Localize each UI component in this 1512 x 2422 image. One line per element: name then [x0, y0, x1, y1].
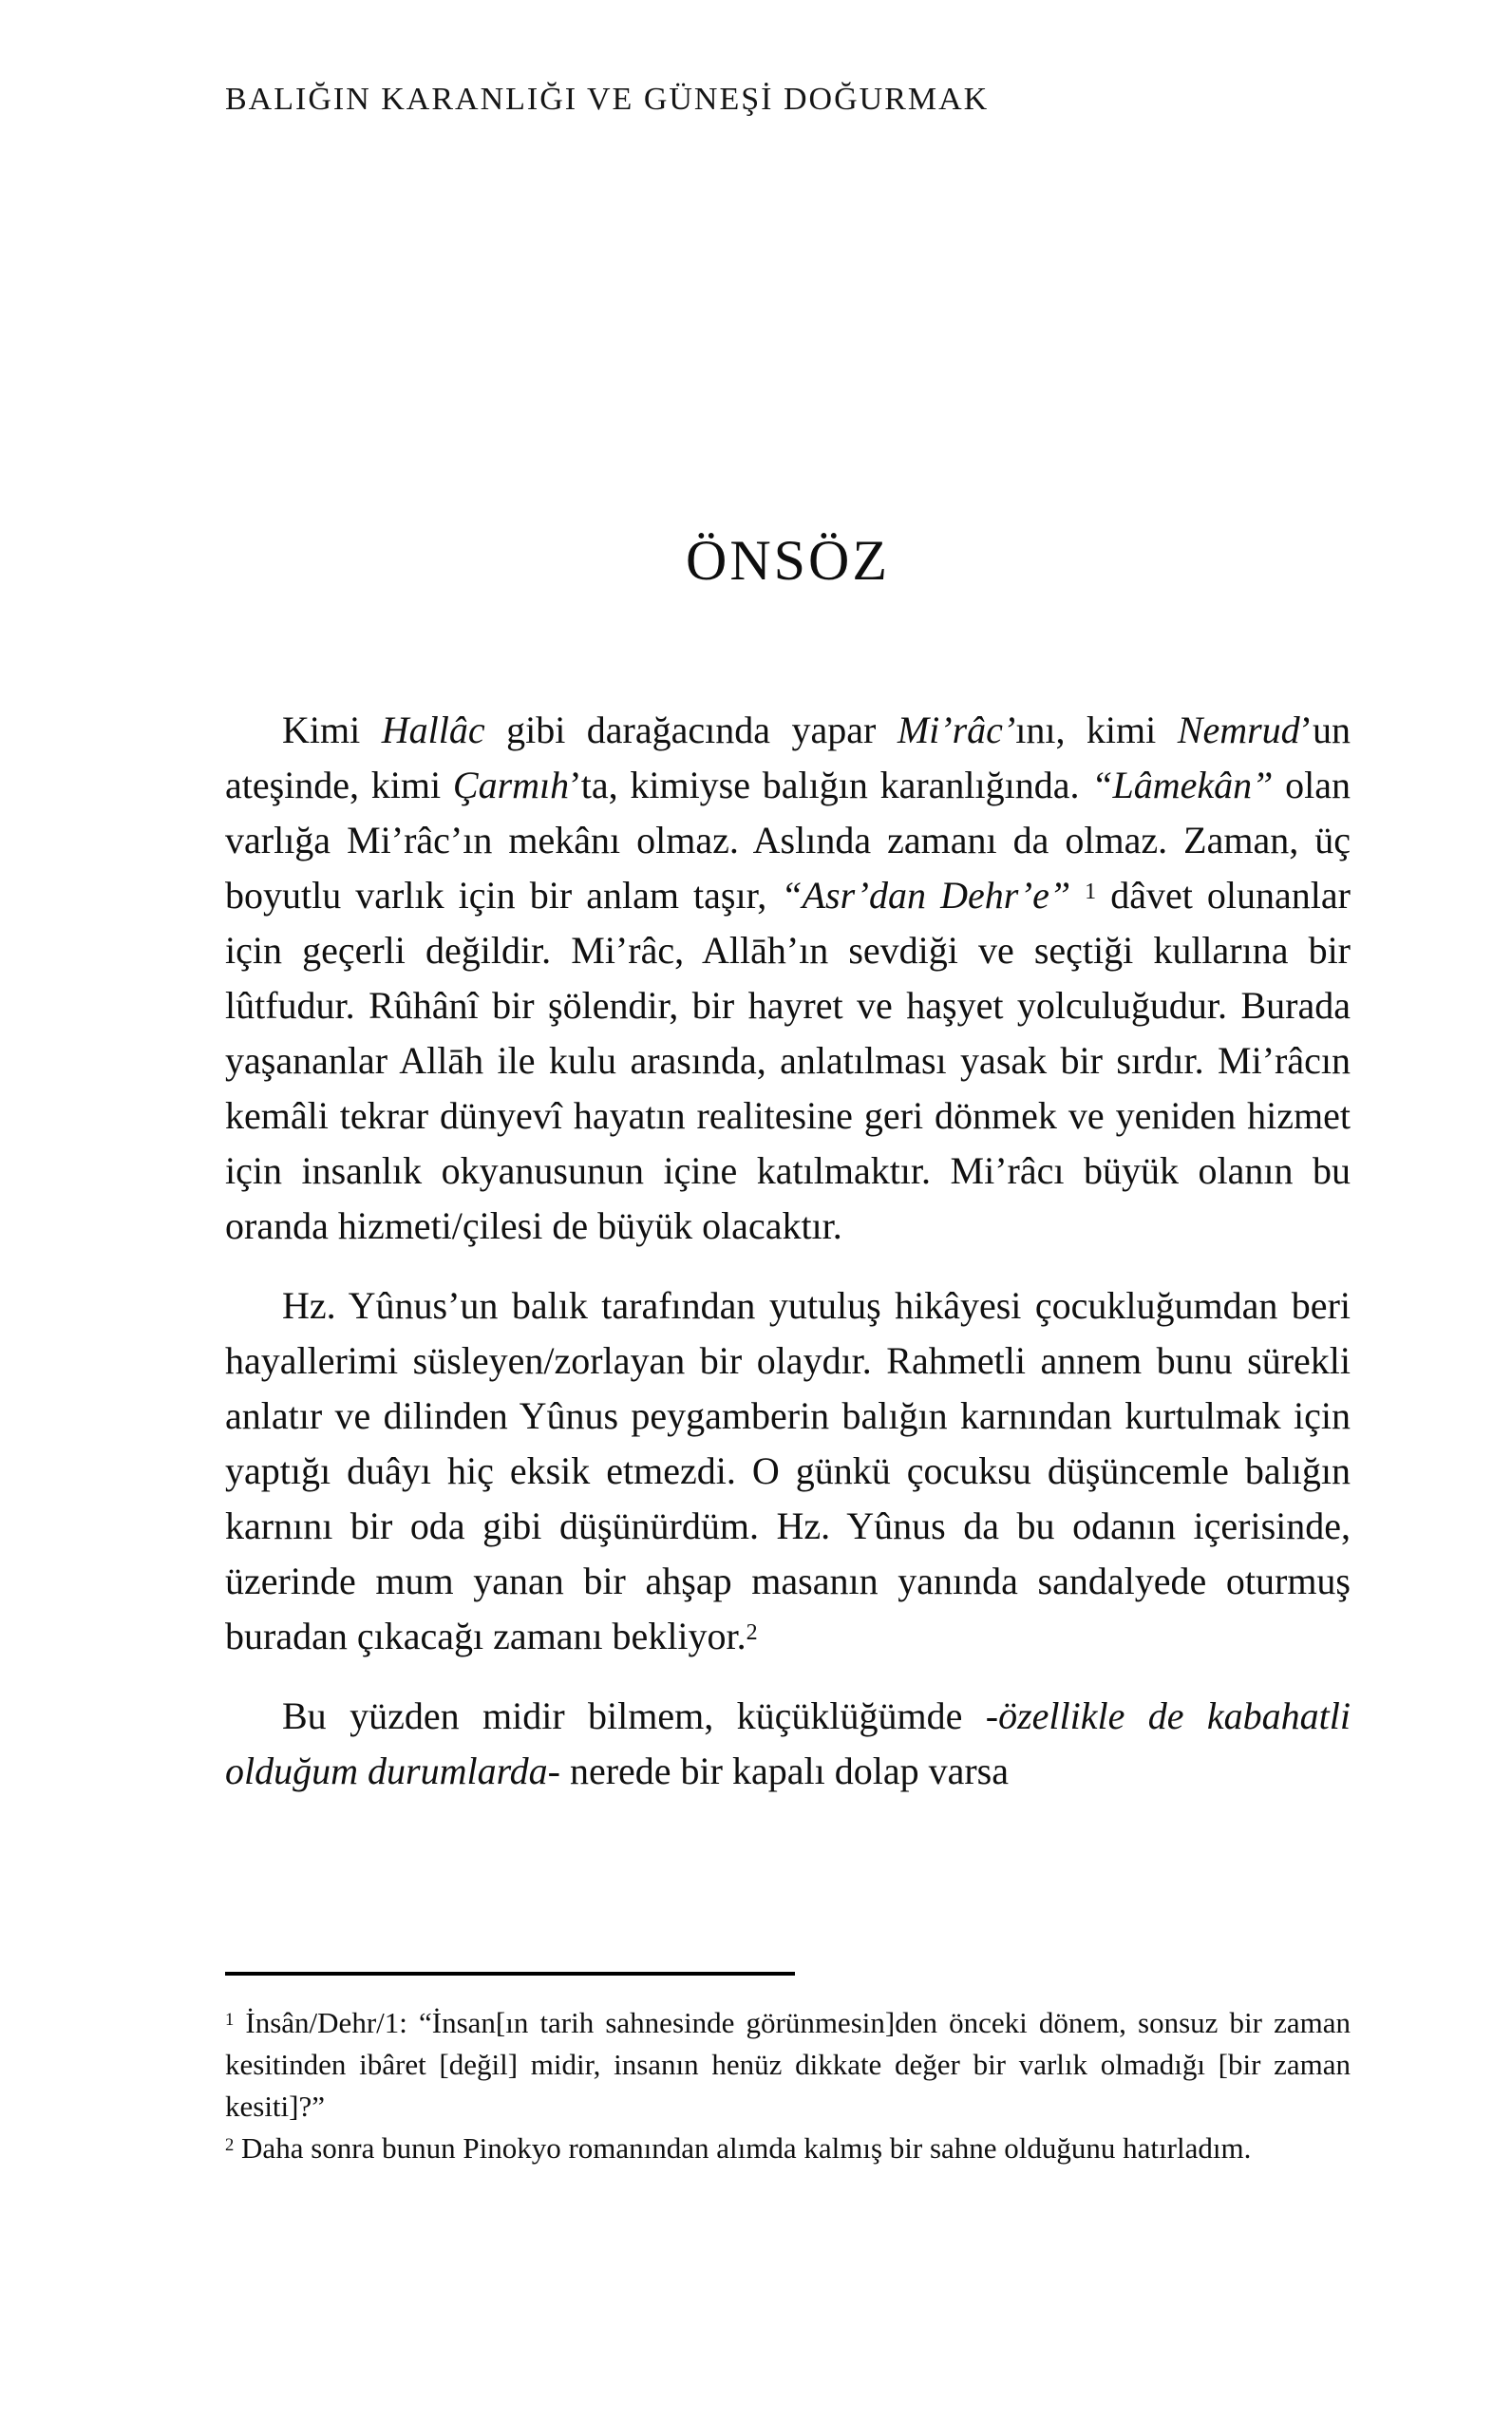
- footnotes-section: [225, 1972, 1351, 2169]
- text-run: Kimi: [282, 709, 382, 751]
- text-run: olan varlığa Mi’râc’ın mekânı olmaz. Aslında zamanı da olmaz. Zaman, üç boyutlu varlık için bir anlam taşır,: [225, 764, 1351, 917]
- text-run: “Lâmekân”: [1091, 764, 1274, 806]
- footnote: [225, 2002, 1351, 2128]
- text-run: Çarmıh: [452, 764, 570, 806]
- footnote: [225, 2128, 1351, 2169]
- text-run: ’ta, kimiyse balığın karanlığında.: [569, 764, 1092, 806]
- footnote-marker: 2: [746, 1619, 758, 1645]
- text-run: Hz. Yûnus’un balık tarafından yutuluş hikâyesi çocukluğumdan beri hayallerimi süsleyen/zorlayan bir olaydır. Rahmetli annem bunu sürekli anlatır ve dilinden Yûnus peygamberin balığın karnından kurtulmak için yaptığı duâyı hiç eksik etmezdi. O günkü çocuksu düşüncemle balığın karnını bir oda gibi düşünürdüm. Hz. Yûnus da bu odanın içerisinde, üzerinde mum yanan bir ahşap masanın yanında sandalyede oturmuş buradan çıkacağı zamanı bekliyor.: [225, 1284, 1351, 1657]
- text-run: Hallâc: [381, 709, 485, 751]
- footnote-marker: 1: [1085, 879, 1097, 904]
- text-run: Daha sonra bunun Pinokyo romanından alımda kalmış bir sahne olduğunu hatırladım.: [234, 2131, 1252, 2165]
- text-run: “Asr’dan Dehr’e”: [781, 874, 1071, 917]
- text-run: ’un ateşinde, kimi: [225, 709, 1351, 806]
- text-run: dâvet olunanlar için geçerli değildir. Mi’râc, Allāh’ın sevdiği ve seçtiği kullarına bir lûtfudur. Rûhânî bir şölendir, bir hayret ve haşyet yolculuğudur. Burada yaşananlar Allāh ile kulu arasında, anlatılması yasak bir sırdır. Mi’râcın kemâli tekrar dünyevî hayatın realitesine geri dönmek ve yeniden hizmet için insanlık okyanusunun içine katılmaktır. Mi’râcı büyük olanın bu oranda hizmeti/çilesi de büyük olacaktır.: [225, 874, 1351, 1247]
- text-run: Nemrud: [1177, 709, 1300, 751]
- text-run: -özellikle de kabahatli olduğum durumlarda-: [225, 1694, 1351, 1792]
- body-paragraph: [225, 1689, 1351, 1799]
- text-run: Mi’râc’: [897, 709, 1016, 751]
- footnote-marker: 2: [225, 2135, 235, 2156]
- text-run: gibi darağacında yapar: [484, 709, 898, 751]
- text-run: Bu yüzden midir bilmem, küçüklüğümde: [282, 1694, 986, 1737]
- footnote-marker: 1: [225, 2010, 235, 2031]
- text-run: İnsân/Dehr/1: “İnsan[ın tarih sahnesinde görünmesin]den önceki dönem, sonsuz bir zaman kesitinden ibâret [değil] midir, insanın henüz dikkate değer bir varlık olmadığı [bir zaman kesiti]?”: [225, 2006, 1351, 2123]
- text-run: ını, kimi: [1015, 709, 1178, 751]
- body-paragraph: [225, 703, 1351, 1254]
- chapter-title: ÖNSÖZ: [685, 529, 890, 592]
- text-run: nerede bir kapalı dolap varsa: [559, 1750, 1009, 1792]
- body-paragraph: [225, 1278, 1351, 1664]
- running-head: BALIĞIN KARANLIĞI VE GÜNEŞİ DOĞURMAK: [225, 82, 990, 117]
- text-run: [1070, 874, 1085, 917]
- body-text: [225, 703, 1351, 1824]
- footnote-separator: [225, 1972, 795, 1976]
